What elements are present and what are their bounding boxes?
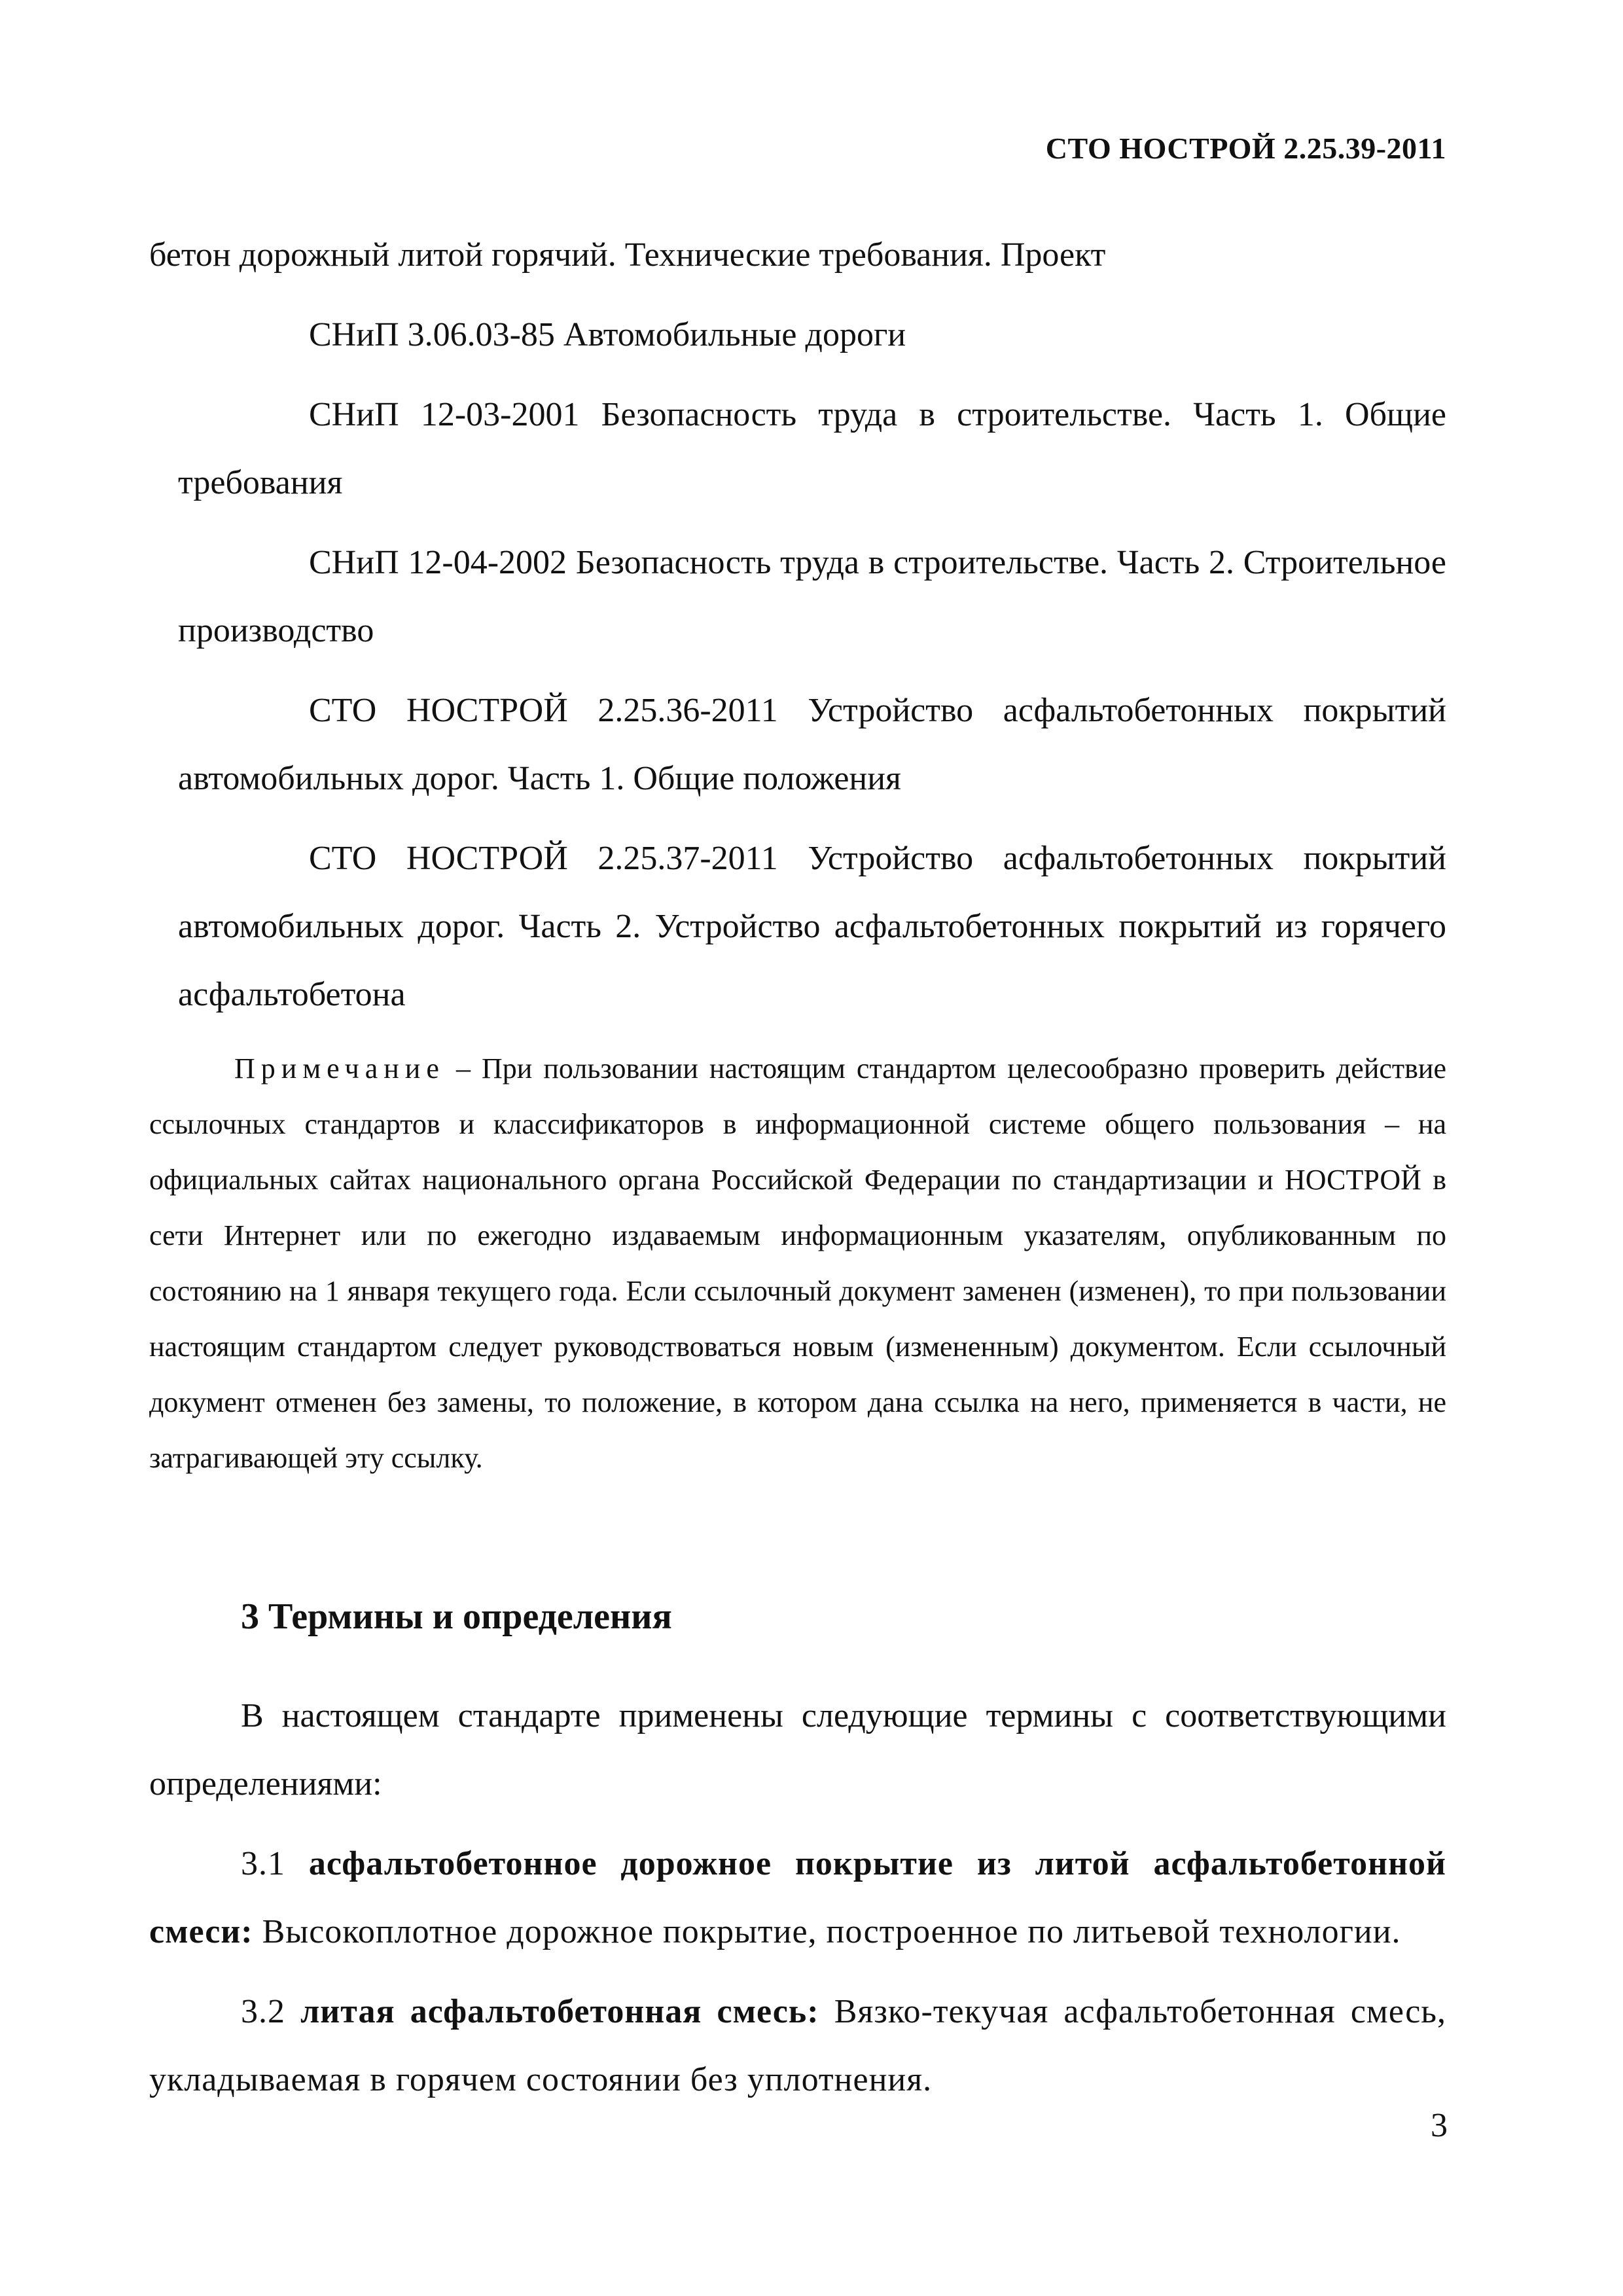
term-3-1: [149, 1830, 1446, 1966]
reference-snip-12-03: СНиП 12-03-2001 Безопасность труда в строительстве. Часть 1. Общие требования: [178, 396, 1446, 501]
page-number: 3: [1431, 2107, 1448, 2144]
term-number: 3.1: [241, 1845, 309, 1882]
reference-sto-2-25-36: СТО НОСТРОЙ 2.25.36-2011 Устройство асфальтобетонных покрытий автомобильных дорог. Часть 1. Общие положения: [178, 692, 1446, 797]
note-label: Примечание: [234, 1052, 445, 1085]
note-paragraph: [149, 1041, 1446, 1486]
term-definition: Высокоплотное дорожное покрытие, построенное по литьевой технологии.: [253, 1913, 1401, 1950]
term-3-2: [149, 1978, 1446, 2114]
reference-snip-3-06-03: СНиП 3.06.03-85 Автомобильные дороги: [309, 316, 906, 353]
reference-snip-12-04: СНиП 12-04-2002 Безопасность труда в строительстве. Часть 2. Строительное производство: [178, 544, 1446, 649]
document-code-header: СТО НОСТРОЙ 2.25.39-2011: [1045, 132, 1446, 165]
term-title: асфальтобетонное дорожное покрытие из литой асфальтобетонной смеси:: [149, 1845, 1446, 1950]
section-heading: 3 Термины и определения: [241, 1596, 672, 1637]
note-text: – При пользовании настоящим стандартом целесообразно проверить действие ссылочных стандартов и классификаторов в информационной системе общего пользования – на официальных сайтах национального органа Российской Федерации по стандартизации и НОСТРОЙ в сети Интернет или по ежегодно издаваемым информационным указателям, опубликованным по состоянию на 1 января текущего года. Если ссылочный документ заменен (изменен), то при пользовании настоящим стандартом следует руководствоваться новым (измененным) документом. Если ссылочный документ отменен без замены, то положение, в котором дана ссылка на него, применяется в части, не затрагивающей эту ссылку.: [149, 1052, 1446, 1474]
document-body: [149, 221, 1446, 2126]
term-definition: Вязко-текучая асфальтобетонная смесь, укладываемая в горячем состоянии без уплотнения.: [149, 1993, 1447, 2098]
reference-continuation: бетон дорожный литой горячий. Технические требования. Проект: [149, 236, 1106, 274]
reference-sto-2-25-37: СТО НОСТРОЙ 2.25.37-2011 Устройство асфальтобетонных покрытий автомобильных дорог. Часть 2. Устройство асфальтобетонных покрытий из горячего асфальтобетона: [178, 840, 1446, 1013]
term-title: литая асфальтобетонная смесь:: [300, 1993, 819, 2030]
section-intro: В настоящем стандарте применены следующие термины с соответствующими определениями:: [149, 1697, 1446, 1803]
term-number: 3.2: [241, 1993, 301, 2030]
